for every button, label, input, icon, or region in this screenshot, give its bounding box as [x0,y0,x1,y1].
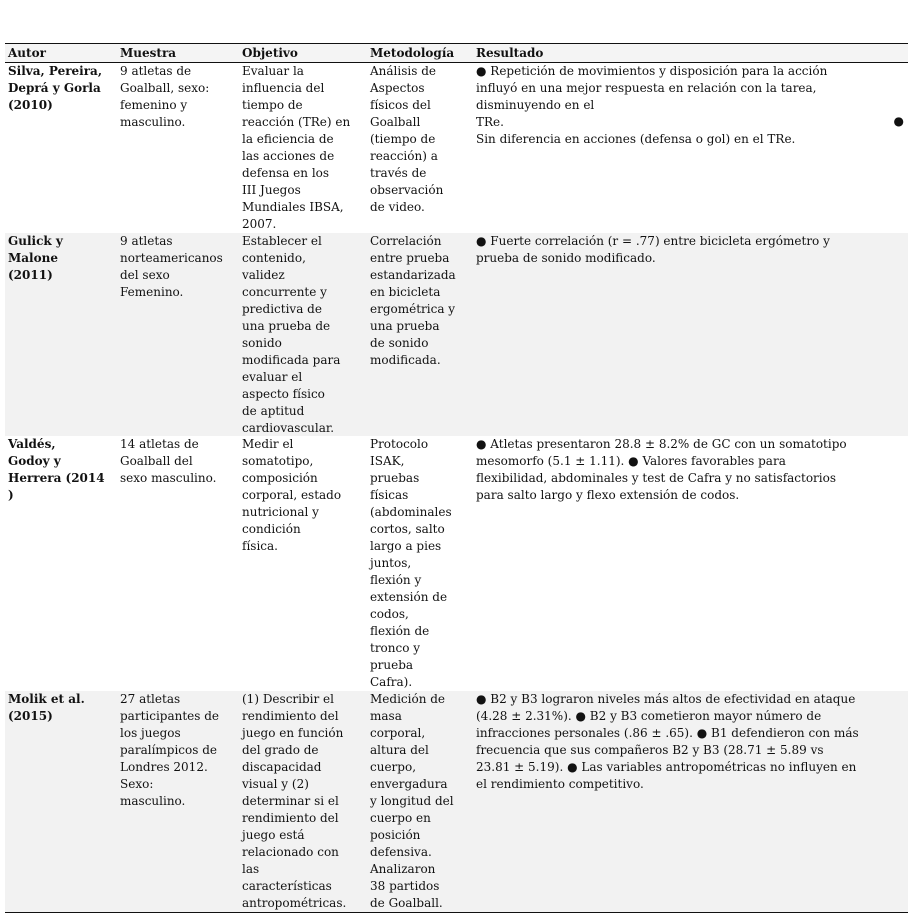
cell-autor: Gulick y Malone (2011) [8,234,63,282]
cell-muestra: 9 atletas de Goalball, sexo: femenino y masculino. [120,64,210,129]
cell-metodologia: Correlación entre prueba estandarizada en bicicleta ergométrica y una prueba de sonido modificada. [370,234,456,367]
cell-autor: Valdés, Godoy y Herrera (2014 ) [8,437,105,502]
header-metodologia: Metodología [370,46,455,60]
cell-metodologia: Medición de masa corporal, altura del cuerpo, envergadura y longitud del cuerpo en posición defensiva. Analizaron 38 partidos de Goalball. [370,692,454,910]
table-header [5,44,908,63]
table-row [5,436,908,691]
cell-objetivo: Establecer el contenido, validez concurrente y predictiva de una prueba de sonido modificada para evaluar el aspecto físico de aptitud cardiovascular. [242,234,341,435]
bullet-icon: ● [893,114,904,128]
cell-resultado: ● Fuerte correlación (r = .77) entre bicicleta ergómetro y prueba de sonido modificado. [476,234,830,265]
table-row [5,233,908,436]
cell-autor: Silva, Pereira, Deprá y Gorla (2010) [8,64,103,112]
table-row [5,63,908,233]
cell-muestra: 14 atletas de Goalball del sexo masculino. [120,437,217,485]
header-muestra: Muestra [120,46,177,60]
header-resultado: Resultado [476,46,544,60]
cell-muestra: 9 atletas norteamericanos del sexo Femenino. [120,234,223,299]
cell-resultado: ● B2 y B3 lograron niveles más altos de efectividad en ataque (4.28 ± 2.31%). ● B2 y B3 cometieron mayor número de infracciones personales (.86 ± .65). ● B1 defendieron con más frecuencia que sus compañeros B2 y B3 (28.71 ± 5.89 vs 23.81 ± 5.19). ● Las variables antropométricas no influyen en el rendimiento competitivo. [476,692,859,791]
header-autor: Autor [8,46,46,60]
table-row [5,691,908,912]
cell-objetivo: Medir el somatotipo, composición corporal, estado nutricional y condición física. [242,437,342,553]
cell-metodologia: Análisis de Aspectos físicos del Goalball (tiempo de reacción) a través de observación de video. [370,64,444,214]
cell-resultado: ● Repetición de movimientos y disposición para la acción influyó en una mejor respuesta en relación con la tarea, disminuyendo en el TRe. Sin diferencia en acciones (defensa o gol) en el TRe. [476,64,828,146]
cell-autor: Molik et al. (2015) [8,692,85,723]
cell-metodologia: Protocolo ISAK, pruebas físicas (abdominales cortos, salto largo a pies juntos, flexión y extensión de codos, flexión de tronco y prueba Cafra). [370,437,452,689]
literature-table [5,43,908,913]
cell-resultado: ● Atletas presentaron 28.8 ± 8.2% de GC con un somatotipo mesomorfo (5.1 ± 1.11). ● Valores favorables para flexibilidad, abdominales y test de Cafra y no satisfactorios para salto largo y flexo extensión de codos. [476,437,847,502]
cell-muestra: 27 atletas participantes de los juegos paralímpicos de Londres 2012. Sexo: masculino. [120,692,220,808]
header-objetivo: Objetivo [242,46,298,60]
cell-objetivo: Evaluar la influencia del tiempo de reacción (TRe) en la eficiencia de las acciones de defensa en los III Juegos Mundiales IBSA, 2007. [242,64,351,231]
cell-objetivo: (1) Describir el rendimiento del juego en función del grado de discapacidad visual y (2) determinar si el rendimiento del juego está relacionado con las características antropométricas. [242,692,347,910]
